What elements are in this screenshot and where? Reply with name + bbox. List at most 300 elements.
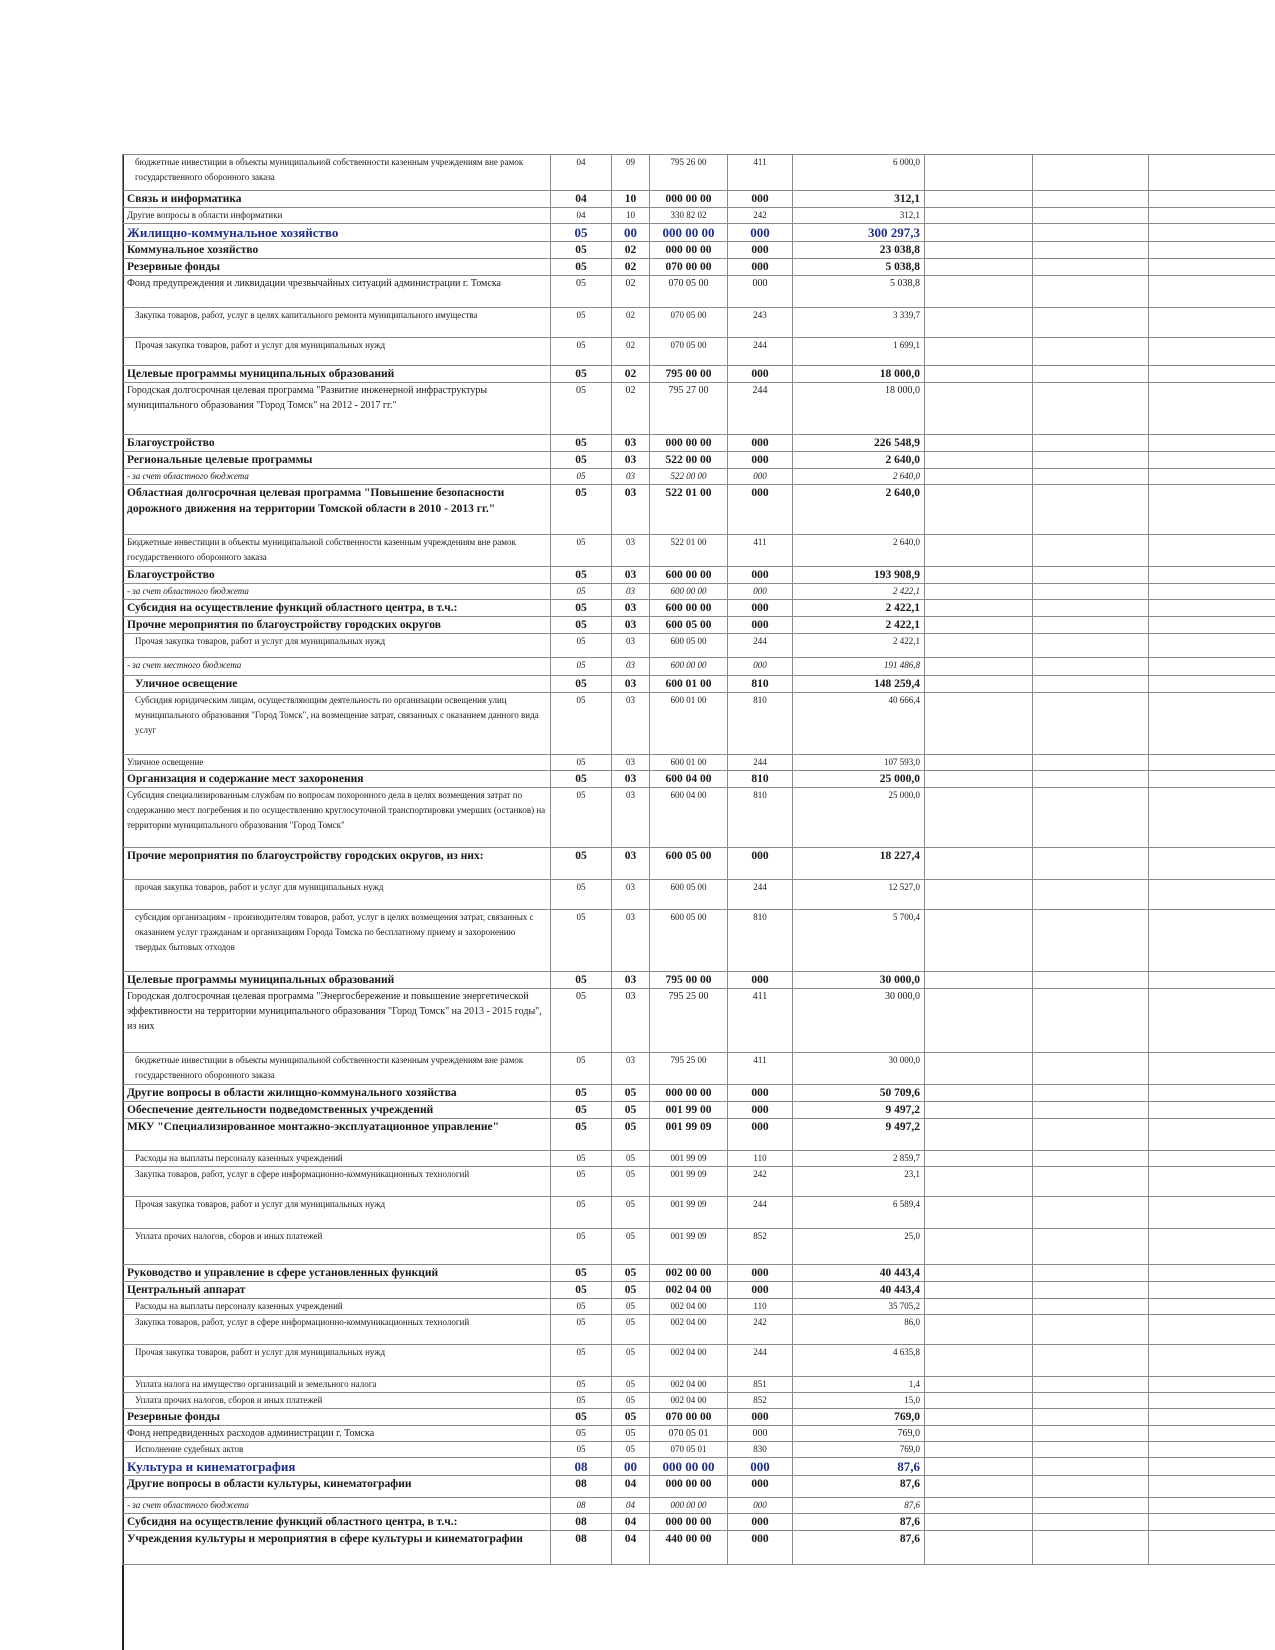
subsection-code-cell: 05 — [612, 1282, 650, 1299]
expense-type-cell: 242 — [728, 1315, 793, 1345]
empty-cell — [1149, 224, 1275, 242]
empty-cell — [925, 276, 1033, 308]
subsection-code-cell: 09 — [612, 155, 650, 191]
table-row — [123, 469, 1275, 485]
table-row — [123, 1426, 1275, 1442]
empty-cell — [925, 617, 1033, 634]
amount-cell: 30 000,0 — [793, 989, 925, 1053]
subsection-code-cell: 05 — [612, 1393, 650, 1409]
empty-cell — [925, 584, 1033, 600]
expense-type-cell: 000 — [728, 1458, 793, 1476]
empty-cell — [1149, 1442, 1275, 1458]
empty-cell — [1033, 771, 1149, 788]
empty-cell — [925, 1409, 1033, 1426]
subsection-code-cell: 03 — [612, 989, 650, 1053]
table-row — [123, 535, 1275, 567]
subsection-code-cell: 02 — [612, 259, 650, 276]
subsection-code-cell: 02 — [612, 338, 650, 366]
target-article-cell: 001 99 09 — [650, 1151, 728, 1167]
target-article-cell: 000 00 00 — [650, 1476, 728, 1498]
empty-cell — [1033, 191, 1149, 208]
table-row — [123, 1514, 1275, 1531]
expense-type-cell: 810 — [728, 910, 793, 972]
empty-cell — [925, 535, 1033, 567]
target-article-cell: 440 00 00 — [650, 1531, 728, 1565]
expense-type-cell: 000 — [728, 259, 793, 276]
table-row — [123, 1197, 1275, 1229]
amount-cell: 6 000,0 — [793, 155, 925, 191]
amount-cell: 312,1 — [793, 191, 925, 208]
empty-cell — [1149, 1119, 1275, 1151]
empty-cell — [1033, 1393, 1149, 1409]
table-row — [123, 242, 1275, 259]
section-code-cell: 05 — [551, 452, 612, 469]
section-code-cell: 05 — [551, 848, 612, 880]
row-name-cell: Прочие мероприятия по благоустройству городских округов — [123, 617, 551, 634]
section-code-cell: 05 — [551, 1151, 612, 1167]
amount-cell: 18 000,0 — [793, 383, 925, 435]
empty-cell — [1033, 1409, 1149, 1426]
section-code-cell: 05 — [551, 1053, 612, 1085]
section-code-cell: 05 — [551, 1197, 612, 1229]
expense-type-cell: 000 — [728, 366, 793, 383]
section-code-cell: 05 — [551, 1119, 612, 1151]
empty-cell — [1149, 1151, 1275, 1167]
target-article-cell: 522 00 00 — [650, 469, 728, 485]
row-name-cell: Целевые программы муниципальных образований — [123, 972, 551, 989]
target-article-cell: 522 01 00 — [650, 485, 728, 535]
row-name-cell: Целевые программы муниципальных образований — [123, 366, 551, 383]
expense-type-cell: 411 — [728, 989, 793, 1053]
target-article-cell: 795 00 00 — [650, 972, 728, 989]
amount-cell: 1,4 — [793, 1377, 925, 1393]
row-name-cell: бюджетные инвестиции в объекты муниципальной собственности казенным учреждениям вне рамок государственного оборонного заказа — [123, 1053, 551, 1085]
empty-cell — [925, 1476, 1033, 1498]
table-row — [123, 567, 1275, 584]
table-row — [123, 259, 1275, 276]
table-row — [123, 1409, 1275, 1426]
subsection-code-cell: 04 — [612, 1514, 650, 1531]
subsection-code-cell: 03 — [612, 435, 650, 452]
empty-cell — [1033, 1442, 1149, 1458]
expense-type-cell: 244 — [728, 755, 793, 771]
row-name-cell: Субсидия юридическим лицам, осуществляющим деятельность по организации освещения улиц муниципального образования "Город Томск", на возмещение затрат, связанных с оказанием данного вида услуг — [123, 693, 551, 755]
amount-cell: 5 038,8 — [793, 276, 925, 308]
empty-cell — [1149, 308, 1275, 338]
empty-cell — [1149, 1409, 1275, 1426]
amount-cell: 30 000,0 — [793, 1053, 925, 1085]
section-code-cell: 05 — [551, 259, 612, 276]
subsection-code-cell: 02 — [612, 383, 650, 435]
empty-cell — [925, 435, 1033, 452]
target-article-cell: 002 04 00 — [650, 1315, 728, 1345]
expense-type-cell: 000 — [728, 848, 793, 880]
target-article-cell: 795 27 00 — [650, 383, 728, 435]
amount-cell: 9 497,2 — [793, 1102, 925, 1119]
subsection-code-cell: 02 — [612, 366, 650, 383]
expense-type-cell: 000 — [728, 972, 793, 989]
subsection-code-cell: 03 — [612, 755, 650, 771]
subsection-code-cell: 03 — [612, 658, 650, 676]
subsection-code-cell: 03 — [612, 848, 650, 880]
empty-cell — [1033, 658, 1149, 676]
subsection-code-cell: 03 — [612, 676, 650, 693]
target-article-cell: 001 99 09 — [650, 1197, 728, 1229]
expense-type-cell: 810 — [728, 771, 793, 788]
expense-type-cell: 810 — [728, 693, 793, 755]
table-row — [123, 1085, 1275, 1102]
empty-cell — [1033, 1476, 1149, 1498]
subsection-code-cell: 03 — [612, 788, 650, 848]
section-code-cell: 05 — [551, 972, 612, 989]
empty-cell — [1033, 1282, 1149, 1299]
expense-type-cell: 411 — [728, 1053, 793, 1085]
empty-cell — [1033, 910, 1149, 972]
target-article-cell: 600 01 00 — [650, 676, 728, 693]
amount-cell: 40 443,4 — [793, 1265, 925, 1282]
section-code-cell: 04 — [551, 155, 612, 191]
expense-type-cell: 000 — [728, 658, 793, 676]
target-article-cell: 522 00 00 — [650, 452, 728, 469]
row-name-cell: Руководство и управление в сфере установленных функций — [123, 1265, 551, 1282]
target-article-cell: 000 00 00 — [650, 435, 728, 452]
amount-cell: 23 038,8 — [793, 242, 925, 259]
empty-cell — [1033, 1377, 1149, 1393]
subsection-code-cell: 03 — [612, 771, 650, 788]
table-row — [123, 634, 1275, 658]
amount-cell: 107 593,0 — [793, 755, 925, 771]
target-article-cell: 000 00 00 — [650, 1458, 728, 1476]
empty-cell — [925, 485, 1033, 535]
row-name-cell: Организация и содержание мест захоронения — [123, 771, 551, 788]
target-article-cell: 522 01 00 — [650, 535, 728, 567]
row-name-cell: Другие вопросы в области информатики — [123, 208, 551, 224]
empty-cell — [925, 567, 1033, 584]
expense-type-cell: 000 — [728, 452, 793, 469]
empty-cell — [1033, 584, 1149, 600]
target-article-cell: 070 05 01 — [650, 1442, 728, 1458]
table-row — [123, 276, 1275, 308]
section-code-cell: 05 — [551, 693, 612, 755]
empty-cell — [925, 1282, 1033, 1299]
amount-cell: 87,6 — [793, 1531, 925, 1565]
amount-cell: 312,1 — [793, 208, 925, 224]
subsection-code-cell: 05 — [612, 1426, 650, 1442]
empty-cell — [925, 1345, 1033, 1377]
section-code-cell: 05 — [551, 469, 612, 485]
row-name-cell: Фонд непредвиденных расходов администрации г. Томска — [123, 1426, 551, 1442]
empty-cell — [1149, 1426, 1275, 1442]
table-row — [123, 1458, 1275, 1476]
table-row — [123, 1345, 1275, 1377]
expense-type-cell: 852 — [728, 1393, 793, 1409]
row-name-cell: Обеспечение деятельности подведомственных учреждений — [123, 1102, 551, 1119]
empty-cell — [925, 989, 1033, 1053]
empty-cell — [1033, 1498, 1149, 1514]
target-article-cell: 000 00 00 — [650, 1498, 728, 1514]
row-name-cell: Благоустройство — [123, 567, 551, 584]
table-row — [123, 848, 1275, 880]
empty-cell — [1033, 1458, 1149, 1476]
target-article-cell: 002 04 00 — [650, 1377, 728, 1393]
expense-type-cell: 000 — [728, 224, 793, 242]
target-article-cell: 070 05 00 — [650, 308, 728, 338]
target-article-cell: 070 00 00 — [650, 1409, 728, 1426]
expense-type-cell: 000 — [728, 1531, 793, 1565]
row-name-cell: Благоустройство — [123, 435, 551, 452]
subsection-code-cell: 05 — [612, 1265, 650, 1282]
target-article-cell: 002 04 00 — [650, 1282, 728, 1299]
table-row — [123, 452, 1275, 469]
subsection-code-cell: 05 — [612, 1229, 650, 1265]
subsection-code-cell: 03 — [612, 880, 650, 910]
empty-cell — [1033, 1167, 1149, 1197]
table-row — [123, 1119, 1275, 1151]
empty-cell — [1149, 1229, 1275, 1265]
section-code-cell: 05 — [551, 788, 612, 848]
empty-cell — [1033, 366, 1149, 383]
empty-cell — [925, 972, 1033, 989]
amount-cell: 5 700,4 — [793, 910, 925, 972]
budget-table-container — [122, 154, 1275, 1565]
table-row — [123, 485, 1275, 535]
empty-cell — [1033, 308, 1149, 338]
section-code-cell: 05 — [551, 600, 612, 617]
table-row — [123, 338, 1275, 366]
row-name-cell: Субсидия на осуществление функций областного центра, в т.ч.: — [123, 1514, 551, 1531]
subsection-code-cell: 03 — [612, 1053, 650, 1085]
row-name-cell: Уплата налога на имущество организаций и земельного налога — [123, 1377, 551, 1393]
empty-cell — [1149, 1393, 1275, 1409]
target-article-cell: 070 00 00 — [650, 259, 728, 276]
expense-type-cell: 000 — [728, 469, 793, 485]
expense-type-cell: 000 — [728, 1476, 793, 1498]
target-article-cell: 000 00 00 — [650, 1514, 728, 1531]
empty-cell — [925, 308, 1033, 338]
subsection-code-cell: 05 — [612, 1167, 650, 1197]
target-article-cell: 070 05 00 — [650, 276, 728, 308]
row-name-cell: Резервные фонды — [123, 259, 551, 276]
empty-cell — [925, 1442, 1033, 1458]
subsection-code-cell: 03 — [612, 617, 650, 634]
table-row — [123, 1282, 1275, 1299]
subsection-code-cell: 10 — [612, 191, 650, 208]
row-name-cell: Закупка товаров, работ, услуг в сфере информационно-коммуникационных технологий — [123, 1315, 551, 1345]
empty-cell — [1033, 452, 1149, 469]
expense-type-cell: 000 — [728, 617, 793, 634]
row-name-cell: Расходы на выплаты персоналу казенных учреждений — [123, 1299, 551, 1315]
expense-type-cell: 000 — [728, 1426, 793, 1442]
section-code-cell: 04 — [551, 208, 612, 224]
subsection-code-cell: 05 — [612, 1377, 650, 1393]
budget-table — [122, 154, 1275, 1565]
target-article-cell: 070 05 01 — [650, 1426, 728, 1442]
empty-cell — [1149, 755, 1275, 771]
table-row — [123, 600, 1275, 617]
row-name-cell: Коммунальное хозяйство — [123, 242, 551, 259]
table-row — [123, 308, 1275, 338]
empty-cell — [1149, 208, 1275, 224]
empty-cell — [925, 1167, 1033, 1197]
empty-cell — [925, 1498, 1033, 1514]
empty-cell — [1149, 1498, 1275, 1514]
empty-cell — [1033, 788, 1149, 848]
row-name-cell: Прочая закупка товаров, работ и услуг для муниципальных нужд — [123, 1345, 551, 1377]
row-name-cell: Прочая закупка товаров, работ и услуг для муниципальных нужд — [123, 338, 551, 366]
target-article-cell: 600 05 00 — [650, 634, 728, 658]
subsection-code-cell: 05 — [612, 1119, 650, 1151]
subsection-code-cell: 05 — [612, 1442, 650, 1458]
table-row — [123, 771, 1275, 788]
empty-cell — [1149, 383, 1275, 435]
empty-cell — [1033, 755, 1149, 771]
empty-cell — [1149, 634, 1275, 658]
table-row — [123, 1265, 1275, 1282]
target-article-cell: 795 25 00 — [650, 989, 728, 1053]
empty-cell — [925, 1119, 1033, 1151]
amount-cell: 2 422,1 — [793, 600, 925, 617]
amount-cell: 40 443,4 — [793, 1282, 925, 1299]
subsection-code-cell: 03 — [612, 584, 650, 600]
expense-type-cell: 810 — [728, 788, 793, 848]
target-article-cell: 600 01 00 — [650, 693, 728, 755]
table-row — [123, 617, 1275, 634]
subsection-code-cell: 02 — [612, 242, 650, 259]
empty-cell — [1033, 485, 1149, 535]
amount-cell: 1 699,1 — [793, 338, 925, 366]
table-row — [123, 1151, 1275, 1167]
section-code-cell: 05 — [551, 755, 612, 771]
target-article-cell: 600 05 00 — [650, 880, 728, 910]
amount-cell: 191 486,8 — [793, 658, 925, 676]
table-row — [123, 1299, 1275, 1315]
section-code-cell: 05 — [551, 1265, 612, 1282]
empty-cell — [925, 1102, 1033, 1119]
amount-cell: 193 908,9 — [793, 567, 925, 584]
expense-type-cell: 000 — [728, 600, 793, 617]
subsection-code-cell: 05 — [612, 1085, 650, 1102]
row-name-cell: Фонд предупреждения и ликвидации чрезвычайных ситуаций администрации г. Томска — [123, 276, 551, 308]
subsection-code-cell: 04 — [612, 1531, 650, 1565]
empty-cell — [1149, 1377, 1275, 1393]
expense-type-cell: 411 — [728, 535, 793, 567]
empty-cell — [925, 658, 1033, 676]
subsection-code-cell: 03 — [612, 452, 650, 469]
amount-cell: 2 640,0 — [793, 469, 925, 485]
section-code-cell: 05 — [551, 989, 612, 1053]
row-name-cell: Уплата прочих налогов, сборов и иных платежей — [123, 1393, 551, 1409]
empty-cell — [1033, 1531, 1149, 1565]
empty-cell — [1033, 880, 1149, 910]
table-row — [123, 1442, 1275, 1458]
empty-cell — [925, 1531, 1033, 1565]
empty-cell — [925, 676, 1033, 693]
row-name-cell: Субсидия на осуществление функций областного центра, в т.ч.: — [123, 600, 551, 617]
subsection-code-cell: 02 — [612, 276, 650, 308]
expense-type-cell: 243 — [728, 308, 793, 338]
section-code-cell: 05 — [551, 383, 612, 435]
empty-cell — [1149, 771, 1275, 788]
amount-cell: 6 589,4 — [793, 1197, 925, 1229]
expense-type-cell: 000 — [728, 1102, 793, 1119]
target-article-cell: 600 04 00 — [650, 788, 728, 848]
empty-cell — [1149, 1514, 1275, 1531]
section-code-cell: 08 — [551, 1458, 612, 1476]
subsection-code-cell: 10 — [612, 208, 650, 224]
table-row — [123, 880, 1275, 910]
row-name-cell: Уличное освещение — [123, 676, 551, 693]
subsection-code-cell: 03 — [612, 693, 650, 755]
amount-cell: 5 038,8 — [793, 259, 925, 276]
expense-type-cell: 000 — [728, 1409, 793, 1426]
empty-cell — [1033, 155, 1149, 191]
section-code-cell: 05 — [551, 1085, 612, 1102]
section-code-cell: 05 — [551, 584, 612, 600]
section-code-cell: 05 — [551, 224, 612, 242]
amount-cell: 87,6 — [793, 1514, 925, 1531]
empty-cell — [925, 242, 1033, 259]
section-code-cell: 05 — [551, 435, 612, 452]
amount-cell: 9 497,2 — [793, 1119, 925, 1151]
empty-cell — [925, 191, 1033, 208]
amount-cell: 2 640,0 — [793, 485, 925, 535]
subsection-code-cell: 00 — [612, 224, 650, 242]
amount-cell: 30 000,0 — [793, 972, 925, 989]
section-code-cell: 05 — [551, 634, 612, 658]
target-article-cell: 600 05 00 — [650, 910, 728, 972]
empty-cell — [925, 383, 1033, 435]
empty-cell — [1149, 972, 1275, 989]
empty-cell — [1033, 242, 1149, 259]
subsection-code-cell: 03 — [612, 972, 650, 989]
empty-cell — [1033, 338, 1149, 366]
amount-cell: 769,0 — [793, 1442, 925, 1458]
section-code-cell: 05 — [551, 1299, 612, 1315]
expense-type-cell: 810 — [728, 676, 793, 693]
section-code-cell: 05 — [551, 1393, 612, 1409]
empty-cell — [925, 1393, 1033, 1409]
empty-cell — [1033, 1299, 1149, 1315]
section-code-cell: 05 — [551, 1409, 612, 1426]
empty-cell — [925, 155, 1033, 191]
section-code-cell: 05 — [551, 535, 612, 567]
table-row — [123, 191, 1275, 208]
empty-cell — [1149, 155, 1275, 191]
empty-cell — [925, 1085, 1033, 1102]
table-body — [123, 155, 1275, 1565]
expense-type-cell: 000 — [728, 584, 793, 600]
table-row — [123, 658, 1275, 676]
section-code-cell: 05 — [551, 1102, 612, 1119]
subsection-code-cell: 05 — [612, 1197, 650, 1229]
empty-cell — [925, 1151, 1033, 1167]
subsection-code-cell: 05 — [612, 1299, 650, 1315]
empty-cell — [1033, 1119, 1149, 1151]
expense-type-cell: 000 — [728, 1085, 793, 1102]
amount-cell: 23,1 — [793, 1167, 925, 1197]
section-code-cell: 05 — [551, 1229, 612, 1265]
row-name-cell: Другие вопросы в области жилищно-коммунального хозяйства — [123, 1085, 551, 1102]
amount-cell: 769,0 — [793, 1409, 925, 1426]
amount-cell: 769,0 — [793, 1426, 925, 1442]
row-name-cell: Региональные целевые программы — [123, 452, 551, 469]
empty-cell — [1033, 989, 1149, 1053]
empty-cell — [925, 1229, 1033, 1265]
empty-cell — [925, 634, 1033, 658]
amount-cell: 87,6 — [793, 1476, 925, 1498]
subsection-code-cell: 05 — [612, 1315, 650, 1345]
row-name-cell: Областная долгосрочная целевая программа "Повышение безопасности дорожного движения на территории Томской области в 2010 - 2013 гг." — [123, 485, 551, 535]
